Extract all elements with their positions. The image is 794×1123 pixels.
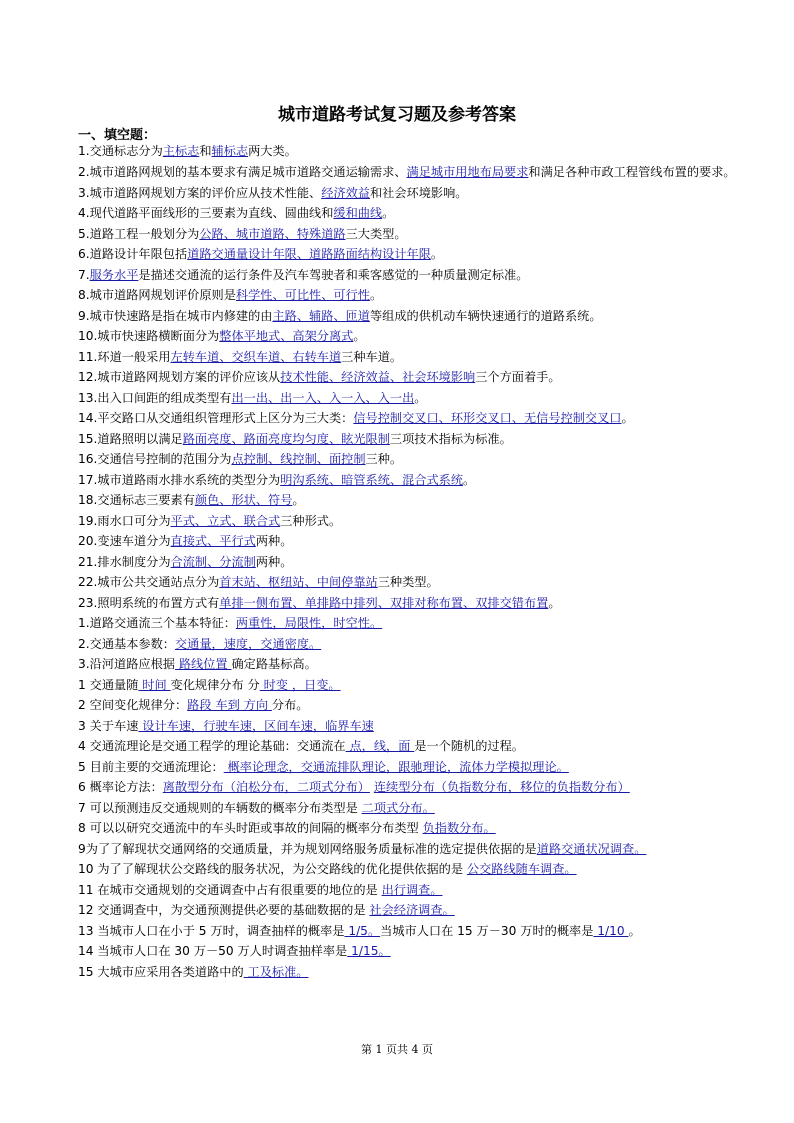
answer-text: 时间 <box>138 677 171 692</box>
question-text: 11 在城市交通规划的交通调查中占有很重要的地位的是 <box>78 882 382 897</box>
question-line <box>78 449 738 470</box>
question-text: 变化规律分布 分 <box>170 677 260 692</box>
question-text: 21.排水制度分为 <box>78 554 171 569</box>
answer-text: 路段 车到 方向 <box>187 698 272 712</box>
answer-text: 社会经济调查。 <box>369 903 455 917</box>
answer-text: 颜色、形状、符号 <box>194 493 293 507</box>
question-line <box>78 470 738 491</box>
answer-text: 1/5。 <box>344 923 381 938</box>
answer-text: 两重性，局限性，时空性。 <box>235 616 383 630</box>
question-text: 7 可以预测违反交通规则的车辆数的概率分布类型是 <box>78 800 362 815</box>
question-text: 2.交通基本参数： <box>78 636 175 651</box>
question-text: 三种形式。 <box>280 513 342 528</box>
question-text: 1 交通量随 <box>78 677 139 692</box>
answer-text: 公交路线随车调查。 <box>466 862 577 876</box>
question-text: 18.交通标志三要素有 <box>78 493 195 507</box>
question-list <box>78 141 738 982</box>
answer-text: 负指数分布。 <box>422 821 496 835</box>
question-line <box>78 224 738 245</box>
question-text: 5 目前主要的交通流理论： <box>78 759 224 774</box>
question-text: 三种类型。 <box>377 575 439 589</box>
question-text: 两大类。 <box>248 144 297 158</box>
answer-text: 左转车道、交织车道、右转车道 <box>170 349 342 364</box>
question-text: 1.道路交通流三个基本特征： <box>78 616 236 630</box>
question-text: 4.现代道路平面线形的三要素为直线、圆曲线和 <box>78 206 334 220</box>
answer-text: 1/10 <box>593 923 629 938</box>
question-line <box>78 921 738 942</box>
answer-text: 道路交通量设计年限、道路路面结构设计年限 <box>187 247 431 261</box>
question-text: 14 当城市人口在 30 万－50 万人时调查抽样率是 <box>78 944 348 958</box>
question-line <box>78 203 738 224</box>
answer-text: 合流制、分流制 <box>170 554 256 569</box>
question-line <box>78 552 738 573</box>
question-text: 。 <box>463 472 476 487</box>
question-text: 17.城市道路雨水排水系统的类型分为 <box>78 472 281 487</box>
question-line <box>78 900 738 921</box>
question-line <box>78 164 738 180</box>
question-text: 2.城市道路网规划的基本要求有满足城市道路交通运输需求、 <box>78 164 407 179</box>
question-text: 7. <box>78 267 90 282</box>
question-line <box>78 265 738 286</box>
question-line <box>78 716 738 737</box>
question-text: 6.道路设计年限包括 <box>78 247 188 261</box>
question-text: 。 <box>292 493 305 507</box>
answer-text: 概率论理念，交通流排队理论，跟驰理论，流体力学模拟理论。 <box>223 759 569 774</box>
question-line <box>78 757 738 778</box>
answer-text: 明沟系统、暗管系统、混合式系统 <box>280 472 464 487</box>
answer-text: 设计车速，行驶车速，区间车速，临界车速 <box>138 718 374 733</box>
question-text: 三大类型。 <box>345 226 407 241</box>
answer-text: 二项式分布。 <box>361 800 435 815</box>
question-line <box>78 141 738 162</box>
question-text: 。 <box>621 411 634 425</box>
question-line <box>78 777 738 798</box>
question-line <box>78 593 738 614</box>
question-line <box>78 962 738 983</box>
question-text: 9.城市快速路是指在城市内修建的由 <box>78 308 273 323</box>
question-text: 和满足各种市政工程管线布置的要求。 <box>528 164 736 179</box>
answer-text: 主标志 <box>162 144 200 158</box>
answer-text: 主路、辅路、匝道 <box>272 308 370 323</box>
answer-text: 满足城市用地布局要求 <box>406 164 529 179</box>
question-text: 15.道路照明以满足 <box>78 431 183 446</box>
question-line <box>78 347 738 368</box>
question-text: 当城市人口在 15 万－30 万时的概率是 <box>380 923 594 938</box>
question-text: 15 大城市应采用各类道路中的 <box>78 964 244 979</box>
question-line <box>78 654 738 675</box>
question-text: 两种。 <box>255 554 293 569</box>
answer-text: 出行调查。 <box>381 882 443 897</box>
question-line <box>78 285 738 306</box>
question-text: 2 空间变化规律分： <box>78 698 188 712</box>
question-text: 。 <box>382 206 395 220</box>
question-text: 19.雨水口可分为 <box>78 513 171 528</box>
question-text: 5.道路工程一般划分为 <box>78 226 200 241</box>
document-title: 城市道路考试复习题及参考答案 <box>278 105 516 125</box>
question-text: 三项技术指标为标准。 <box>389 431 512 446</box>
question-line <box>78 326 738 347</box>
question-line <box>78 695 738 716</box>
question-text: 11.环道一般采用 <box>78 349 171 364</box>
answer-text: 整体平地式、高架分离式 <box>219 329 354 343</box>
question-line <box>78 572 738 593</box>
answer-text: 1/15。 <box>347 944 391 958</box>
question-text: 20.变速车道分为 <box>78 534 171 548</box>
answer-text: 辅标志 <box>211 144 249 158</box>
answer-text: 离散型分布（泊松分布，二项式分布） <box>162 780 370 794</box>
question-text: 13 当城市人口在小于 5 万时，调查抽样的概率是 <box>78 923 345 938</box>
answer-text: 工及标准。 <box>243 964 309 979</box>
question-line <box>78 531 738 552</box>
question-text: 。 <box>414 390 427 405</box>
answer-text: 道路交通状况调查。 <box>536 841 647 856</box>
question-line <box>78 634 738 655</box>
answer-text: 单排一侧布置、单排路中排列、双排对称布置、双排交错布置 <box>219 595 549 610</box>
question-text: 6 概率论方法： <box>78 780 163 794</box>
answer-text: 公路、城市道路、特殊道路 <box>199 226 346 241</box>
page-footer: 第 1 页共 4 页 <box>361 1043 433 1056</box>
question-line <box>78 490 738 511</box>
question-text: 是描述交通流的运行条件及汽车驾驶者和乘客感觉的一种质量测定标准。 <box>138 267 529 282</box>
question-line <box>78 511 738 532</box>
question-text: 。 <box>548 595 561 610</box>
question-line <box>78 818 738 839</box>
question-line <box>78 859 738 880</box>
answer-text: 出一出、出一入、入一入、入一出 <box>231 390 415 405</box>
question-text: 3.沿河道路应根据 <box>78 657 175 671</box>
answer-text: 技术性能、经济效益、社会环境影响 <box>280 370 476 384</box>
answer-text: 服务水平 <box>89 267 139 282</box>
question-line <box>78 244 738 265</box>
answer-text: 时变 ，日变。 <box>259 677 341 692</box>
question-text: 。 <box>353 329 366 343</box>
question-text: 两种。 <box>255 534 293 548</box>
question-text: 3 关于车速 <box>78 718 139 733</box>
question-text: 和 <box>199 144 212 158</box>
question-text: 12.城市道路网规划方案的评价应该从 <box>78 370 281 384</box>
question-line <box>78 408 738 429</box>
question-text: 9为了了解现状交通网络的交通质量，并为规划网络服务质量标准的选定提供依据的是 <box>78 841 537 856</box>
question-text: 10 为了了解现状公交路线的服务状况，为公交路线的优化提供依据的是 <box>78 862 467 876</box>
answer-text: 连续型分布（负指数分布，移位的负指数分布） <box>373 780 630 794</box>
answer-text: 路线位置 <box>174 657 232 671</box>
question-text: 等组成的供机动车辆快速通行的道路系统。 <box>369 308 602 323</box>
answer-text: 首末站、枢纽站、中间停靠站 <box>219 575 378 589</box>
question-text: 是一个随机的过程。 <box>414 739 524 753</box>
question-text: 8.城市道路网规划评价原则是 <box>78 288 236 302</box>
answer-text: 平式、立式、联合式 <box>170 513 281 528</box>
question-line <box>78 388 738 409</box>
question-text: 三个方面着手。 <box>475 370 561 384</box>
answer-text: 交通量，速度，交通密度。 <box>174 636 322 651</box>
question-line <box>78 941 738 962</box>
question-text: 三种车道。 <box>341 349 403 364</box>
question-line <box>78 736 738 757</box>
question-line <box>78 839 738 860</box>
question-text: 12 交通调查中，为交通预测提供必要的基础数据的是 <box>78 903 370 917</box>
section-heading: 一、填空题： <box>78 128 157 143</box>
question-text: 。 <box>430 247 444 261</box>
question-text: 1.交通标志分为 <box>78 144 163 158</box>
question-text: 和社会环境影响。 <box>369 185 468 200</box>
answer-text: 信号控制交叉口、环形交叉口、无信号控制交叉口 <box>353 411 622 425</box>
question-text: 4 交通流理论是交通工程学的理论基础：交通流在 <box>78 739 346 753</box>
question-text: 10.城市快速路横断面分为 <box>78 329 220 343</box>
question-line <box>78 183 738 204</box>
question-text: 分布。 <box>271 698 309 712</box>
answer-text: 科学性、可比性、可行性 <box>235 288 370 302</box>
question-text: 13.出入口间距的组成类型有 <box>78 390 232 405</box>
question-text: 确定路基标高。 <box>231 657 317 671</box>
question-text: 。 <box>628 923 641 938</box>
question-line <box>78 798 738 819</box>
question-line <box>78 880 738 901</box>
answer-text: 点，线，面 <box>345 739 415 753</box>
question-line <box>78 306 738 327</box>
question-text: 8 可以以研究交通流中的车头时距或事故的间隔的概率分布类型 <box>78 821 423 835</box>
question-text: 14.平交路口从交通组织管理形式上区分为三大类： <box>78 411 354 425</box>
question-text: 23.照明系统的布置方式有 <box>78 595 220 610</box>
answer-text: 经济效益 <box>321 185 370 200</box>
question-line <box>78 675 738 696</box>
question-line <box>78 429 738 450</box>
answer-text: 缓和曲线 <box>333 206 383 220</box>
question-text: 三种。 <box>365 452 403 466</box>
question-line <box>78 613 738 634</box>
question-line <box>78 367 738 388</box>
question-text: 16.交通信号控制的范围分为 <box>78 452 232 466</box>
answer-text: 点控制、线控制、面控制 <box>231 452 366 466</box>
question-text: 3.城市道路网规划方案的评价应从技术性能、 <box>78 185 322 200</box>
question-text: 22.城市公共交通站点分为 <box>78 575 220 589</box>
answer-text: 直接式、平行式 <box>170 534 256 548</box>
answer-text: 路面亮度、路面亮度均匀度、眩光限制 <box>182 431 390 446</box>
question-text: 。 <box>369 288 383 302</box>
